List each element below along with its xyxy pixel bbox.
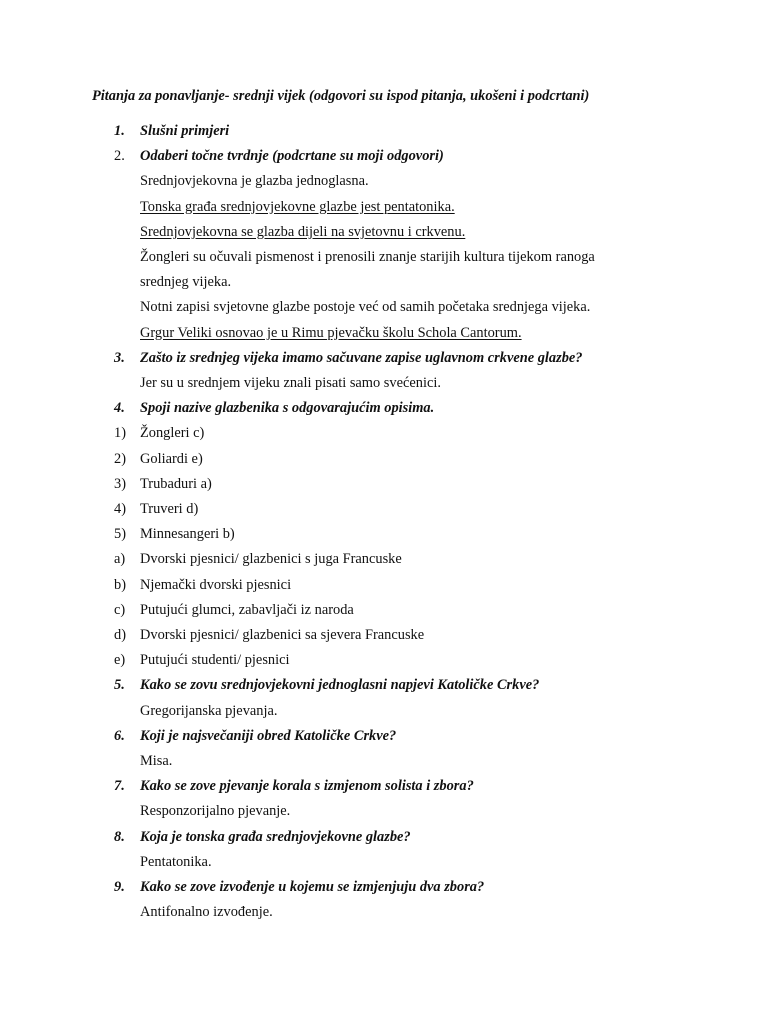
list-number: d) bbox=[114, 627, 126, 643]
line-text: Kako se zovu srednjovjekovni jednoglasni napjevi Katoličke Crkve? bbox=[140, 677, 540, 694]
list-number: 7. bbox=[114, 778, 125, 795]
line-text: Spoji nazive glazbenika s odgovarajućim opisima. bbox=[140, 400, 435, 417]
line-text: Trubaduri a) bbox=[140, 475, 212, 492]
list-number: 6. bbox=[114, 727, 125, 744]
line-text: Koja je tonska građa srednjovjekovne glazbe? bbox=[140, 828, 411, 845]
line-text: Dvorski pjesnici/ glazbenici s juga Francuske bbox=[140, 551, 402, 568]
line-text: Kako se zove izvođenje u kojemu se izmjenjuju dva zbora? bbox=[140, 879, 485, 895]
list-number: 1) bbox=[114, 425, 126, 442]
line-text: Responzorijalno pjevanje. bbox=[140, 803, 291, 820]
list-number: 5. bbox=[114, 677, 125, 694]
list-number: 3) bbox=[114, 475, 126, 492]
list-number: 3. bbox=[114, 349, 125, 366]
line-text: Njemački dvorski pjesnici bbox=[140, 576, 292, 593]
list-number: 2. bbox=[114, 148, 125, 165]
line-text: Kako se zove pjevanje korala s izmjenom solista i zbora? bbox=[140, 778, 474, 795]
list-number: 1. bbox=[114, 123, 125, 139]
line-text: Žongleri su očuvali pismenost i prenosili znanje starijih kultura tijekom ranoga bbox=[140, 249, 595, 265]
list-number: c) bbox=[114, 601, 126, 618]
line-text: Gregorijanska pjevanja. bbox=[140, 702, 278, 719]
line-text: Žongleri c) bbox=[140, 425, 205, 442]
line-text: srednjeg vijeka. bbox=[140, 274, 232, 291]
line-text: Srednjovjekovna je glazba jednoglasna. bbox=[140, 173, 369, 190]
list-number: 2) bbox=[114, 450, 126, 467]
list-number: 4) bbox=[114, 501, 126, 517]
line-text: Odaberi točne tvrdnje (podcrtane su moji odgovori) bbox=[140, 148, 444, 165]
line-text: Notni zapisi svjetovne glazbe postoje već od samih početaka srednjega vijeka. bbox=[140, 299, 591, 316]
line-text: Misa. bbox=[140, 753, 173, 769]
line-text: Putujući studenti/ pjesnici bbox=[140, 652, 290, 669]
line-text: Grgur Veliki osnovao je u Rimu pjevačku školu Schola Cantorum. bbox=[140, 324, 522, 341]
line-text: Zašto iz srednjeg vijeka imamo sačuvane zapise uglavnom crkvene glazbe? bbox=[140, 349, 583, 366]
list-number: e) bbox=[114, 652, 126, 669]
list-number: b) bbox=[114, 576, 126, 593]
list-number: 9. bbox=[114, 879, 125, 895]
line-text: Slušni primjeri bbox=[140, 123, 230, 139]
line-text: Goliardi e) bbox=[140, 450, 203, 467]
line-text: Dvorski pjesnici/ glazbenici sa sjevera Francuske bbox=[140, 627, 425, 643]
line-text: Truveri d) bbox=[140, 501, 199, 517]
line-text: Pentatonika. bbox=[140, 853, 212, 870]
line-text: Tonska građa srednjovjekovne glazbe jest pentatonika. bbox=[140, 198, 455, 215]
line-text: Putujući glumci, zabavljači iz naroda bbox=[140, 601, 354, 618]
line-text: Minnesangeri b) bbox=[140, 526, 235, 543]
document-title: Pitanja za ponavljanje- srednji vijek (odgovori su ispod pitanja, ukošeni i podcrtani) bbox=[92, 88, 590, 104]
line-text: Srednjovjekovna se glazba dijeli na svjetovnu i crkvenu. bbox=[140, 223, 466, 240]
list-number: a) bbox=[114, 551, 126, 568]
list-number: 4. bbox=[114, 400, 125, 417]
list-number: 5) bbox=[114, 526, 126, 543]
line-text: Antifonalno izvođenje. bbox=[140, 904, 273, 921]
list-number: 8. bbox=[114, 828, 125, 845]
line-text: Jer su u srednjem vijeku znali pisati samo svećenici. bbox=[140, 375, 441, 391]
line-text: Koji je najsvečaniji obred Katoličke Crkve? bbox=[140, 727, 397, 744]
